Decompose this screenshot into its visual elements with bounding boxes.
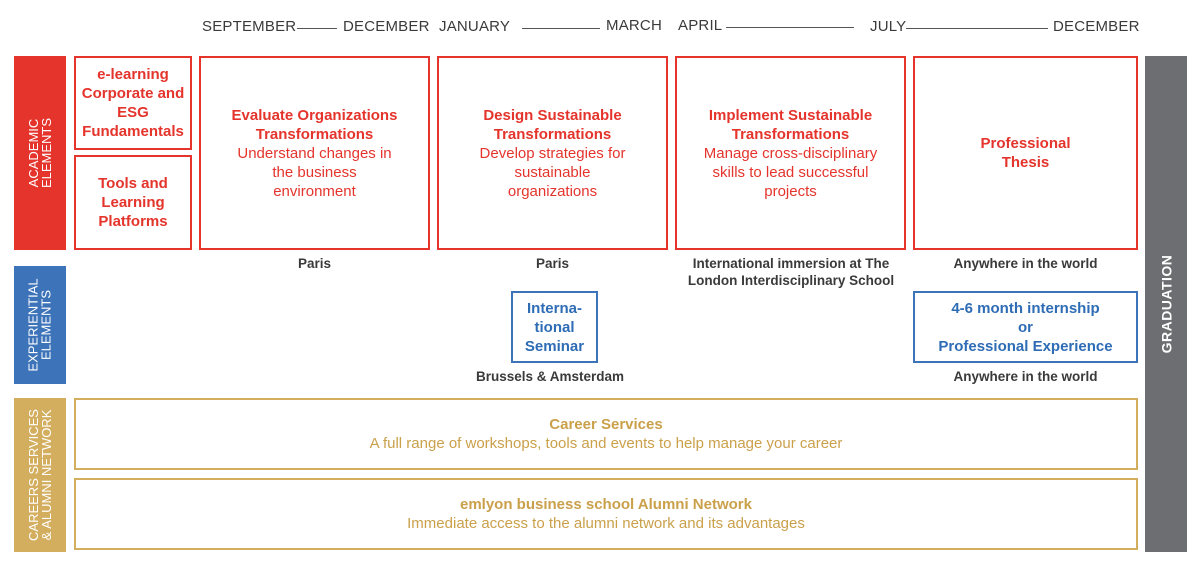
category-experiential-label: EXPERIENTIAL ELEMENTS [26,278,55,372]
career-services-box [74,398,1138,470]
timeline-july: JULY [870,18,907,35]
thesis-title: Professional Thesis [980,135,1071,171]
timeline-september: SEPTEMBER [202,18,297,35]
graduation-bar [1145,56,1187,552]
internship-line1: 4-6 month internship [951,299,1100,317]
internship-line3: Professional Experience [938,337,1113,355]
category-careers [14,398,66,552]
timeline-december-2: DECEMBER [1053,18,1140,35]
design-desc: Develop strategies for sustainable organizations [479,145,626,200]
career-services-desc: A full range of workshops, tools and events to help manage your career [369,435,843,452]
internship-box [913,291,1138,363]
timeline-january: JANUARY [439,18,511,35]
evaluate-desc: Understand changes in the business environment [237,145,392,200]
alumni-title: emlyon business school Alumni Network [459,496,752,513]
location-brussels: Brussels & Amsterdam [475,369,625,384]
timeline-line [297,28,337,29]
location-london: International immersion at The London Interdisciplinary School [687,256,895,288]
timeline-march: MARCH [606,17,662,34]
location-paris-1: Paris [297,256,332,271]
implement-desc: Manage cross-disciplinary skills to lead successful projects [703,145,878,200]
thesis-box [913,56,1138,250]
implement-title: Implement Sustainable Transformations [708,107,873,143]
alumni-desc: Immediate access to the alumni network and its advantages [407,515,805,532]
timeline-line [726,27,854,28]
graduation-label: GRADUATION [1158,254,1174,354]
design-title: Design Sustainable Transformations [483,107,622,143]
alumni-box [74,478,1138,550]
timeline-line [522,28,600,29]
implement-box [675,56,906,250]
internship-line2: or [1018,318,1033,336]
category-academic [14,56,66,250]
timeline-april: APRIL [678,17,723,34]
evaluate-box [199,56,430,250]
tools-box [74,155,192,250]
category-careers-label: CAREERS SERVICES & ALUMNI NETWORK [26,409,54,541]
category-experiential [14,266,66,384]
design-box [437,56,668,250]
elearning-title: e-learning Corporate and ESG Fundamentals [81,66,185,140]
elearning-box [74,56,192,150]
seminar-box [511,291,598,363]
category-academic-label: ACADEMIC ELEMENTS [26,117,55,189]
timeline-line [906,28,1048,29]
location-anywhere-2: Anywhere in the world [953,369,1098,384]
evaluate-title: Evaluate Organizations Transformations [231,107,398,143]
timeline-december-1: DECEMBER [343,18,430,35]
location-paris-2: Paris [535,256,570,271]
tools-title: Tools and Learning Platforms [98,175,168,230]
location-anywhere-1: Anywhere in the world [953,256,1098,271]
career-services-title: Career Services [549,416,663,433]
seminar-title: Interna-tional Seminar [524,299,585,355]
